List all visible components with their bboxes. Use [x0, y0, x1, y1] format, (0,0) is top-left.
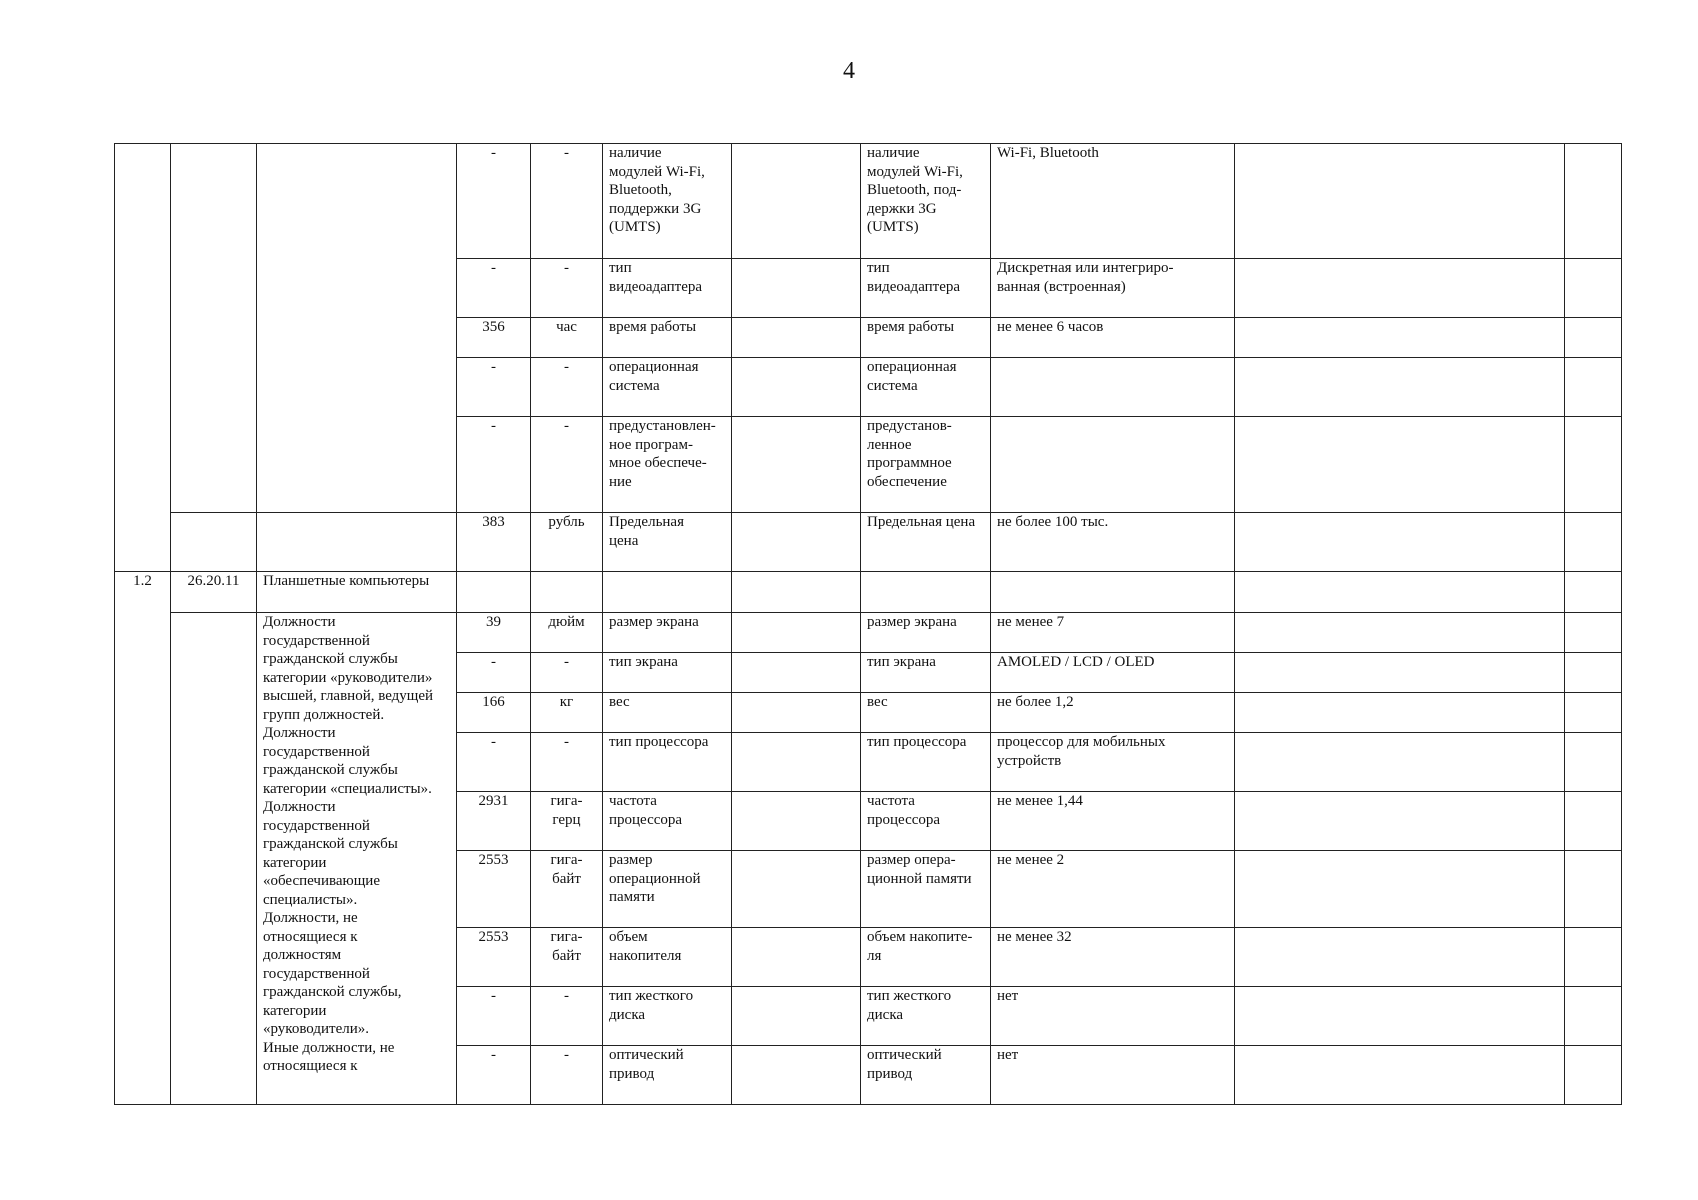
cell-unit: гига- байт: [531, 851, 603, 928]
cell-code: 383: [457, 513, 531, 572]
cell-empty: [732, 693, 861, 733]
cell-empty: [732, 851, 861, 928]
cell-empty: [1565, 572, 1622, 613]
cell-unit: -: [531, 653, 603, 693]
cell-characteristic: предустанов- ленное программное обеспечение: [861, 417, 991, 513]
cell-code: -: [457, 144, 531, 259]
cell-characteristic: тип экрана: [861, 653, 991, 693]
cell-empty: [1565, 358, 1622, 417]
cell-value: [991, 417, 1235, 513]
cell-empty: [1235, 1046, 1565, 1105]
cell-empty: [1565, 613, 1622, 653]
cell-unit: гига- байт: [531, 928, 603, 987]
cell-title: Планшетные компьютеры: [257, 572, 457, 613]
cell-characteristic: объем накопите- ля: [861, 928, 991, 987]
cell-characteristic: размер экрана: [861, 613, 991, 653]
cell-empty: [1565, 513, 1622, 572]
cell-code: 39: [457, 613, 531, 653]
cell-characteristic: предустановлен- ное програм- мное обеспече- ние: [603, 417, 732, 513]
cell-okpd: [171, 613, 257, 1105]
cell-empty: [1565, 144, 1622, 259]
cell-unit: -: [531, 417, 603, 513]
cell-characteristic: тип видеоадаптера: [603, 259, 732, 318]
cell-characteristic: объем накопителя: [603, 928, 732, 987]
cell-empty: [732, 653, 861, 693]
cell-code: 2553: [457, 928, 531, 987]
cell-empty: [732, 733, 861, 792]
cell-positions: [257, 513, 457, 572]
cell-empty: [1235, 417, 1565, 513]
cell-characteristic: тип экрана: [603, 653, 732, 693]
cell-value: Дискретная или интегриро- ванная (встроенная): [991, 259, 1235, 318]
section-header-row: [115, 572, 1622, 613]
cell-value: не менее 7: [991, 613, 1235, 653]
cell-empty: [1565, 928, 1622, 987]
cell-empty: [457, 572, 531, 613]
cell-characteristic: вес: [861, 693, 991, 733]
cell-characteristic: операционная система: [861, 358, 991, 417]
cell-positions: [257, 144, 457, 513]
cell-empty: [1235, 572, 1565, 613]
cell-empty: [861, 572, 991, 613]
cell-number: 1.2: [115, 572, 171, 1105]
cell-code: -: [457, 417, 531, 513]
cell-empty: [1235, 733, 1565, 792]
cell-empty: [732, 259, 861, 318]
table-row: [115, 144, 1622, 259]
cell-value: процессор для мобильных устройств: [991, 733, 1235, 792]
cell-empty: [732, 928, 861, 987]
cell-unit: -: [531, 144, 603, 259]
cell-unit: гига- герц: [531, 792, 603, 851]
cell-empty: [1235, 851, 1565, 928]
cell-characteristic: частота процессора: [603, 792, 732, 851]
cell-unit: -: [531, 259, 603, 318]
page-number: 4: [843, 58, 855, 84]
cell-empty: [1235, 613, 1565, 653]
cell-empty: [1565, 318, 1622, 358]
cell-characteristic: наличие модулей Wi-Fi, Bluetooth, поддержки 3G (UMTS): [603, 144, 732, 259]
cell-empty: [732, 417, 861, 513]
cell-code: 2553: [457, 851, 531, 928]
cell-code: -: [457, 987, 531, 1046]
cell-empty: [1235, 318, 1565, 358]
cell-code: -: [457, 259, 531, 318]
cell-characteristic: время работы: [603, 318, 732, 358]
cell-characteristic: тип видеоадаптера: [861, 259, 991, 318]
cell-value: AMOLED / LCD / OLED: [991, 653, 1235, 693]
cell-code: -: [457, 733, 531, 792]
cell-unit: дюйм: [531, 613, 603, 653]
cell-characteristic: оптический привод: [861, 1046, 991, 1105]
cell-value: [991, 358, 1235, 417]
cell-empty: [732, 144, 861, 259]
cell-characteristic: наличие модулей Wi-Fi, Bluetooth, под- держки 3G (UMTS): [861, 144, 991, 259]
cell-unit: -: [531, 1046, 603, 1105]
cell-characteristic: оптический привод: [603, 1046, 732, 1105]
cell-characteristic: Предельная цена: [603, 513, 732, 572]
cell-okpd: [171, 144, 257, 513]
cell-characteristic: частота процессора: [861, 792, 991, 851]
cell-empty: [732, 1046, 861, 1105]
cell-empty: [1235, 928, 1565, 987]
cell-empty: [603, 572, 732, 613]
cell-empty: [1565, 653, 1622, 693]
cell-code: -: [457, 1046, 531, 1105]
cell-value: не менее 1,44: [991, 792, 1235, 851]
requirements-table: [114, 143, 1622, 1105]
cell-unit: час: [531, 318, 603, 358]
cell-characteristic: тип процессора: [861, 733, 991, 792]
cell-code: -: [457, 358, 531, 417]
cell-unit: -: [531, 987, 603, 1046]
cell-empty: [1235, 513, 1565, 572]
cell-value: не менее 6 часов: [991, 318, 1235, 358]
cell-empty: [732, 987, 861, 1046]
cell-value: не более 100 тыс.: [991, 513, 1235, 572]
cell-empty: [732, 318, 861, 358]
cell-characteristic: тип жесткого диска: [603, 987, 732, 1046]
cell-empty: [1235, 358, 1565, 417]
cell-positions: Должности государственной гражданской службы категории «руководители» высшей, главной, ведущей групп должностей. Должности государственной гражданской службы категории «специалисты». Должности государственной гражданской службы категории «обеспечивающие специалисты». Должности, не относящиеся к должностям государственной гражданской службы, категории «руководители». Иные должности, не относящиеся к: [257, 613, 457, 1105]
cell-empty: [1565, 1046, 1622, 1105]
cell-value: не менее 2: [991, 851, 1235, 928]
cell-unit: рубль: [531, 513, 603, 572]
cell-unit: кг: [531, 693, 603, 733]
cell-empty: [991, 572, 1235, 613]
cell-characteristic: операционная система: [603, 358, 732, 417]
cell-empty: [732, 513, 861, 572]
cell-empty: [1235, 144, 1565, 259]
cell-empty: [531, 572, 603, 613]
cell-number: [115, 144, 171, 572]
cell-empty: [1565, 259, 1622, 318]
cell-empty: [732, 792, 861, 851]
table-row-price: [115, 513, 1622, 572]
cell-code: 356: [457, 318, 531, 358]
cell-empty: [732, 358, 861, 417]
cell-code: 2931: [457, 792, 531, 851]
cell-empty: [1565, 693, 1622, 733]
cell-empty: [1235, 987, 1565, 1046]
cell-characteristic: вес: [603, 693, 732, 733]
cell-unit: -: [531, 358, 603, 417]
cell-empty: [1565, 987, 1622, 1046]
cell-okpd: 26.20.11: [171, 572, 257, 613]
cell-empty: [1565, 851, 1622, 928]
cell-empty: [1235, 792, 1565, 851]
cell-value: не более 1,2: [991, 693, 1235, 733]
cell-characteristic: Предельная цена: [861, 513, 991, 572]
cell-empty: [1565, 792, 1622, 851]
cell-unit: -: [531, 733, 603, 792]
cell-empty: [1235, 653, 1565, 693]
table-row: [115, 613, 1622, 653]
cell-okpd: [171, 513, 257, 572]
cell-characteristic: тип жесткого диска: [861, 987, 991, 1046]
cell-code: 166: [457, 693, 531, 733]
cell-characteristic: тип процессора: [603, 733, 732, 792]
cell-empty: [1235, 259, 1565, 318]
cell-characteristic: размер операционной памяти: [603, 851, 732, 928]
cell-characteristic: размер опера- ционной памяти: [861, 851, 991, 928]
cell-empty: [1565, 733, 1622, 792]
cell-empty: [732, 572, 861, 613]
cell-value: нет: [991, 987, 1235, 1046]
cell-value: не менее 32: [991, 928, 1235, 987]
cell-code: -: [457, 653, 531, 693]
cell-characteristic: размер экрана: [603, 613, 732, 653]
cell-empty: [732, 613, 861, 653]
cell-empty: [1565, 417, 1622, 513]
cell-value: нет: [991, 1046, 1235, 1105]
cell-empty: [1235, 693, 1565, 733]
cell-value: Wi-Fi, Bluetooth: [991, 144, 1235, 259]
cell-characteristic: время работы: [861, 318, 991, 358]
